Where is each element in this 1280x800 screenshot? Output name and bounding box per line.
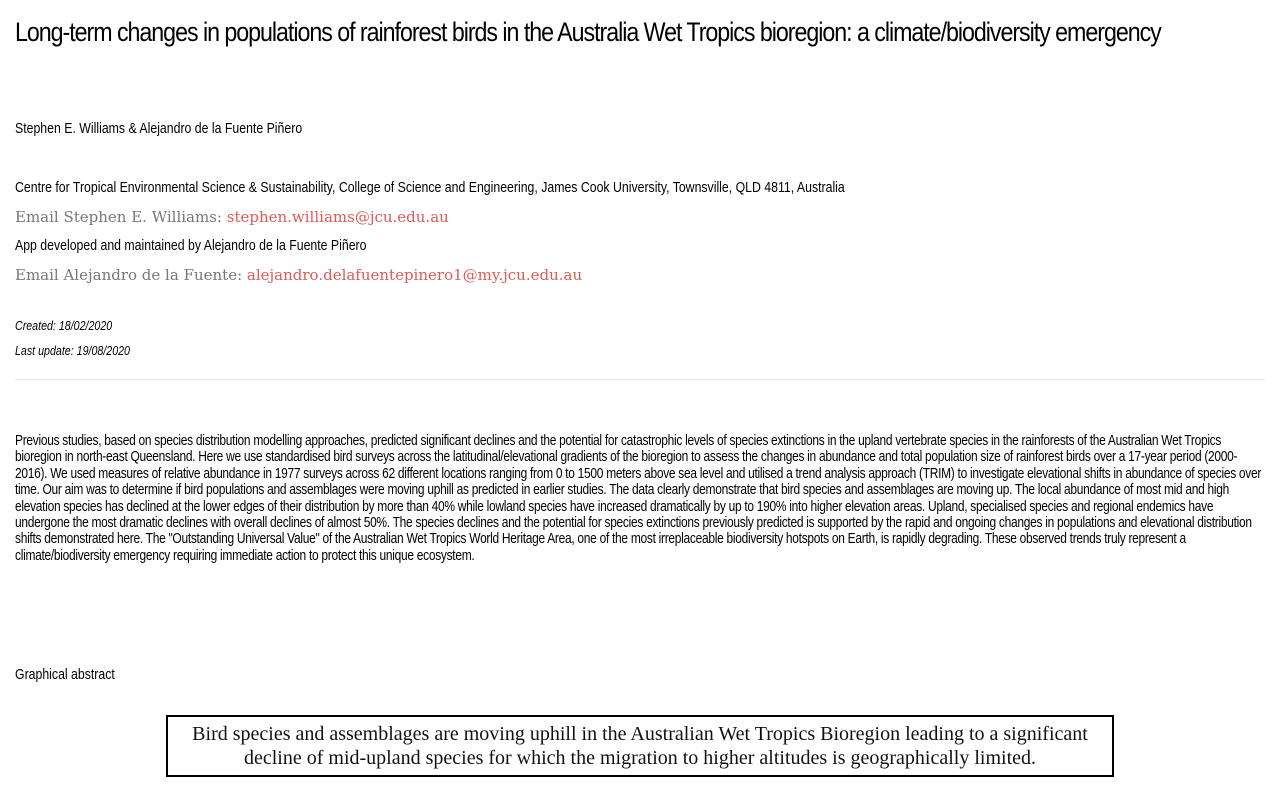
last-update-date: Last update: 19/08/2020 [15, 343, 130, 358]
contact-label: Email Alejandro de la Fuente: [15, 266, 247, 284]
graphical-abstract-box [166, 715, 1114, 777]
graphical-abstract-text: Bird species and assemblages are moving uphill in the Australian Wet Tropics Bioregion leading to a significant decline of mid-upland species for which the migration to higher altitudes is geographically limited. [192, 723, 1088, 769]
contact-delafuente [15, 266, 582, 284]
contact-williams [15, 208, 449, 226]
email-link-williams[interactable]: stephen.williams@jcu.edu.au [226, 208, 449, 226]
developer-credit: App developed and maintained by Alejandro de la Fuente Piñero [15, 237, 367, 254]
affiliation: Centre for Tropical Environmental Science & Sustainability, College of Science and Engineering, James Cook University, Townsville, QLD 4811, Australia [15, 179, 845, 196]
authors: Stephen E. Williams & Alejandro de la Fuente Piñero [15, 120, 303, 137]
created-date: Created: 18/02/2020 [15, 318, 113, 333]
page-title: Long-term changes in populations of rainforest birds in the Australia Wet Tropics bioregion: a climate/biodiversity emergency [15, 17, 1161, 47]
graphical-abstract-heading: Graphical abstract [15, 666, 115, 683]
contact-label: Email Stephen E. Williams: [15, 208, 227, 226]
email-link-delafuente[interactable]: alejandro.delafuentepinero1@my.jcu.edu.au [246, 266, 583, 284]
abstract-text: Previous studies, based on species distribution modelling approaches, predicted significant declines and the potential for catastrophic levels of species extinctions in the upland vertebrate species in the rainforests of the Australian Wet Tropics bioregion in north-east Queensland. Here we use standardised bird surveys across the latitudinal/elevational gradients of the bioregion to assess the changes in abundance and total population size of rainforest birds over a 17-year period (2000-2016). We used measures of relative abundance in 1977 surveys across 62 different locations ranging from 0 to 1500 meters above sea level and utilised a trend analysis approach (TRIM) to investigate elevational shifts in abundance of species over time. Our aim was to determine if bird populations and assemblages were moving uphill as predicted in earlier studies. The data clearly demonstrate that bird species and assemblages are moving up. The local abundance of most mid and high elevation species has declined at the lower edges of their distribution by more than 40% while lowland species have increased dramatically by up to 190% into higher elevation areas. Upland, specialised species and regional endemics have undergone the most dramatic declines with overall declines of almost 50%. The species declines and the potential for species extinctions previously predicted is supported by the rapid and ongoing changes in populations and elevational distribution shifts demonstrated here. The "Outstanding Universal Value" of the Australian Wet Tropics World Heritage Area, one of the most irreplaceable biodiversity hotspots on Earth, is rapidly degrading. These observed trends truly represent a climate/biodiversity emergency requiring immediate action to protect this unique ecosystem. [15, 433, 1262, 564]
divider [15, 379, 1265, 380]
